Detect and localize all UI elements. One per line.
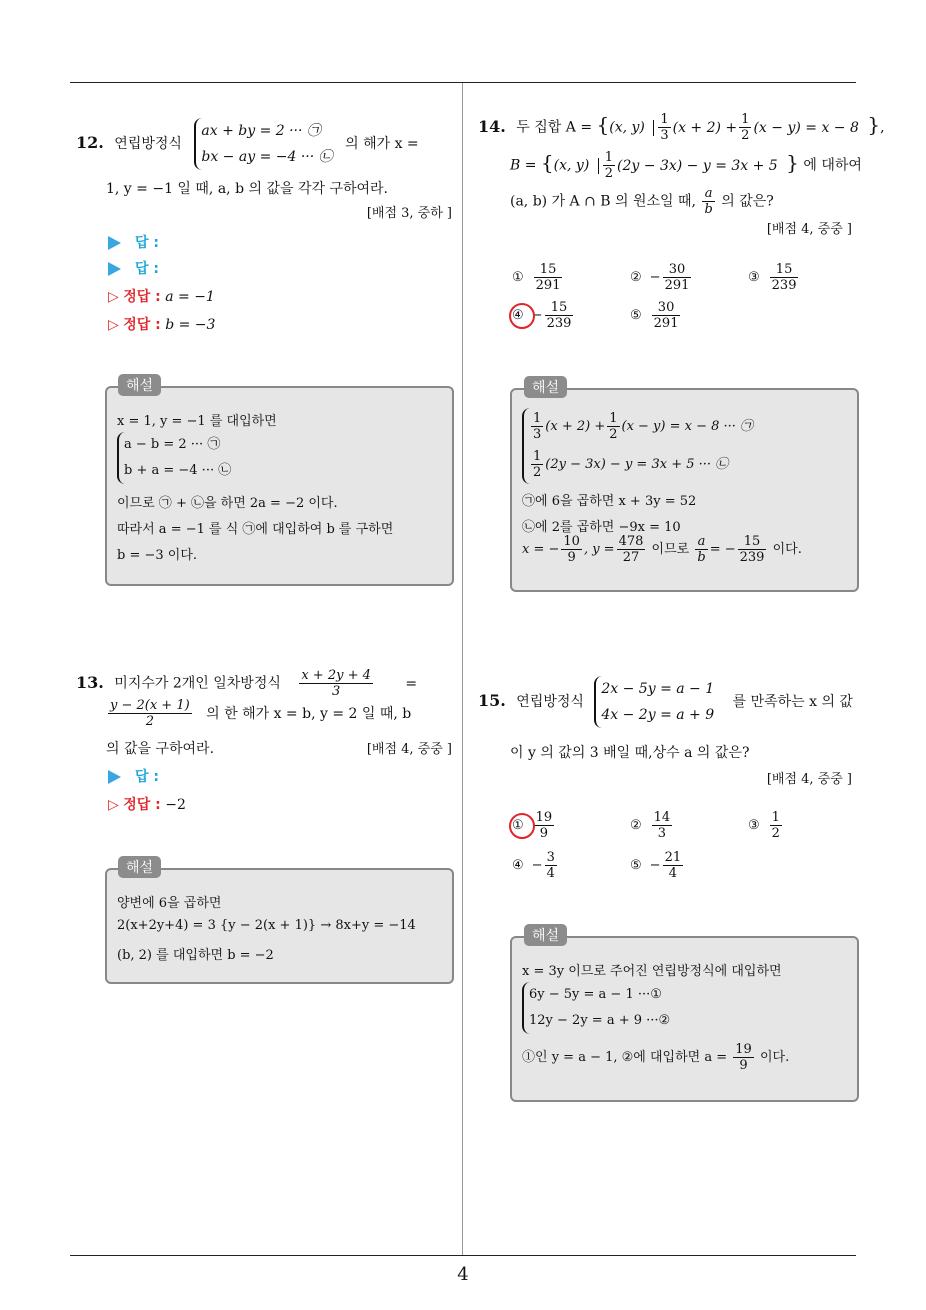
q14-number: 14. — [478, 116, 506, 136]
q14-sol5-f1-den: 9 — [567, 550, 576, 565]
choice-sign: − — [531, 858, 543, 873]
q13-frac2-num: y − 2(x + 1) — [110, 698, 190, 713]
q14-line3-a: (a, b) 가 A ∩ B 의 원소일 때, — [510, 193, 697, 210]
play-icon — [108, 770, 121, 784]
choice-numerator: 15 — [770, 262, 799, 278]
q14-sol-e1-mid: (x + 2) + — [545, 419, 606, 434]
choice-fraction — [534, 810, 555, 841]
q14-frac-a1-den: 3 — [660, 128, 669, 143]
choice-sign: − — [531, 308, 543, 323]
q14-sol-e1-f1 — [531, 411, 543, 442]
q12-sol-4: 따라서 a = −1 를 식 ㉠에 대입하여 b 를 구하면 — [117, 522, 394, 537]
q13-number: 13. — [76, 672, 104, 692]
q12-answer-1 — [108, 232, 159, 252]
choice-fraction — [545, 300, 574, 331]
q13-correct-value: −2 — [165, 797, 186, 813]
q13-correct — [108, 794, 186, 814]
q14-sol-eq1 — [529, 408, 753, 446]
q14-line3 — [510, 186, 774, 217]
q14-line1-text: 두 집합 A = — [516, 119, 593, 136]
q13-solution-tag: 해설 — [118, 856, 161, 878]
q14-frac-a1-num: 1 — [660, 112, 669, 127]
q15-sol-eq2: 12y − 2y = a + 9 ···② — [529, 1013, 671, 1028]
q14-choice-1[interactable] — [512, 262, 564, 293]
q13-answer-label: 답 : — [135, 769, 159, 785]
play-icon — [108, 262, 121, 276]
q14-set-a-var: (x, y) — [609, 119, 645, 136]
q14-choice-2[interactable] — [630, 262, 693, 293]
q13-solution-box — [105, 868, 454, 984]
top-rule — [70, 82, 856, 83]
q14-sol-e1-f2-num: 1 — [609, 411, 618, 426]
q12-correct-label-2: 정답 : — [123, 317, 161, 333]
choice-numerator: 3 — [546, 850, 555, 865]
q12-sol-3: 이므로 ㉠ + ㉡을 하면 2a = −2 이다. — [117, 496, 338, 511]
q15-solution-box — [510, 936, 859, 1102]
choice-mark: ③ — [748, 818, 760, 833]
q14-sol5-f3-num: a — [695, 534, 707, 550]
q13-frac1-num: x + 2y + 4 — [301, 668, 371, 683]
q14-frac-b-num: 1 — [604, 150, 614, 165]
q13-text-b: 의 한 해가 x = b, y = 2 일 때, b — [206, 705, 412, 722]
choice-denominator: 239 — [771, 278, 797, 293]
q12-answer-2 — [108, 258, 159, 278]
q15-line1 — [478, 676, 853, 728]
q14-sol-e2-rest: (2y − 3x) − y = 3x + 5 ··· ㉡ — [545, 457, 729, 472]
bottom-rule — [70, 1255, 856, 1256]
q15-choice-3[interactable] — [748, 810, 784, 841]
q15-number: 15. — [478, 691, 506, 710]
q12-line1 — [76, 118, 419, 170]
column-divider — [462, 83, 463, 1255]
q14-sol5-f1 — [561, 534, 582, 565]
q15-sol3-num: 19 — [735, 1042, 752, 1057]
q14-choice-5[interactable] — [630, 300, 682, 331]
choice-numerator: 14 — [653, 810, 671, 825]
choice-mark: ⑤ — [630, 858, 642, 873]
choice-fraction — [545, 850, 557, 881]
choice-numerator: 19 — [535, 810, 553, 825]
triangle-outline-icon: ▷ — [108, 289, 119, 305]
left-brace: { — [540, 150, 554, 175]
q12-answer-label-1: 답 : — [135, 235, 159, 251]
choice-denominator: 3 — [657, 826, 667, 841]
q14-frac-ab-num: a — [702, 186, 714, 202]
q15-score: [배점 4, 중중 ] — [766, 772, 852, 787]
q14-mid-a2: (x − y) = x − 8 — [753, 119, 859, 136]
q14-sol5-b: , y = — [583, 542, 615, 557]
q15-text-b: 를 만족하는 x 의 값 — [732, 694, 853, 710]
q13-frac2-den: 2 — [145, 714, 154, 729]
choice-denominator: 291 — [664, 278, 690, 293]
q14-sol5-f3-den: b — [697, 550, 706, 565]
q14-frac-ab — [702, 186, 714, 217]
q13-sol-2: 2(x+2y+4) = 3 {y − 2(x + 1)} → 8x+y = −14 — [117, 918, 416, 933]
q14-sol5-f3 — [695, 534, 707, 565]
q14-score: [배점 4, 중중 ] — [766, 222, 852, 237]
q13-frac-2 — [108, 698, 192, 729]
choice-fraction — [663, 850, 684, 881]
q15-text-c: 이 y 의 값의 3 배일 때,상수 a 의 값은? — [510, 745, 750, 761]
q12-correct-2 — [108, 314, 215, 334]
q13-text-a: 미지수가 2개인 일차방정식 — [114, 675, 281, 692]
q14-solution-tag: 해설 — [524, 376, 567, 398]
choice-fraction — [770, 262, 799, 293]
choice-denominator: 2 — [771, 826, 780, 841]
q12-score: [배점 3, 중하 ] — [366, 206, 452, 221]
q14-line2-text: B = — [510, 157, 537, 174]
q12-sol-brace — [117, 432, 231, 484]
triangle-outline-icon: ▷ — [108, 317, 119, 333]
q13-eq-sign: = — [405, 675, 418, 692]
q13-frac1-den: 3 — [331, 684, 341, 699]
left-brace: { — [596, 112, 610, 137]
q12-text-b: 의 해가 x = — [345, 136, 419, 152]
q14-line2-b: 에 대하여 — [803, 157, 862, 174]
q14-frac-b — [603, 150, 615, 181]
q15-solution-tag: 해설 — [524, 924, 567, 946]
choice-numerator: 30 — [663, 262, 692, 278]
q14-sol-e2-f — [531, 449, 543, 480]
q14-sol-e1-f2 — [607, 411, 619, 442]
q15-sol-eq1: 6y − 5y = a − 1 ···① — [529, 987, 662, 1002]
q14-line1: 14. 두 집합 A = {(x, y) $\frac{1}{3}$ (x + 2) + $\frac{1}{2}$ (x − y) = x − 8 }, — [478, 112, 885, 143]
q15-sol-system — [522, 982, 670, 1034]
choice-numerator: 15 — [534, 262, 563, 278]
q14-sol5-f2-num: 478 — [618, 534, 644, 549]
q12-eq2: bx − ay = −4 ··· ㉡ — [201, 149, 333, 165]
q13-line2 — [106, 698, 411, 729]
q14-mid-b: (2y − 3x) − y = 3x + 5 — [617, 157, 778, 174]
right-brace: } — [867, 112, 881, 137]
q12-sol-eq1: a − b = 2 ··· ㉠ — [124, 437, 221, 452]
q14-frac-a2 — [739, 112, 751, 143]
choice-fraction — [663, 262, 692, 293]
q14-mid-a1: (x + 2) + — [672, 119, 738, 136]
q14-sol5-a: x = − — [522, 542, 560, 557]
q14-line3-b: 의 값은? — [721, 193, 774, 210]
q14-set-b-var: (x, y) — [553, 157, 590, 174]
choice-sign: − — [649, 270, 661, 285]
q14-solution-box — [510, 388, 859, 592]
choice-numerator: 1 — [771, 810, 780, 825]
q12-solution-tag: 해설 — [118, 374, 161, 396]
choice-fraction — [770, 810, 782, 841]
choice-numerator: 21 — [664, 850, 682, 865]
choice-fraction — [652, 300, 681, 331]
q12-text-a: 연립방정식 — [114, 136, 182, 152]
q14-sol5-f4-den: 239 — [739, 550, 765, 565]
q13-line1 — [76, 668, 417, 699]
q12-sol-eq2: b + a = −4 ··· ㉡ — [124, 463, 232, 478]
q13-sol-1: 양변에 6을 곱하면 — [117, 896, 222, 911]
choice-denominator: 291 — [653, 316, 679, 331]
choice-mark: ④ — [512, 308, 524, 323]
q12-number: 12. — [76, 133, 104, 152]
page-number: 4 — [457, 1264, 469, 1285]
q15-sol-3 — [522, 1042, 789, 1073]
q14-sol5-f1-num: 10 — [563, 534, 580, 549]
q14-sol-e2-f-den: 2 — [533, 465, 542, 480]
q14-sol5-f2-den: 27 — [622, 550, 640, 565]
set-bar — [598, 150, 782, 181]
q14-sol-3: ㉠에 6을 곱하면 x + 3y = 52 — [522, 494, 697, 509]
q14-sol-e1-f2-den: 2 — [609, 427, 618, 442]
q14-frac-a2-den: 2 — [741, 128, 750, 143]
q12-correct-label-1: 정답 : — [123, 289, 161, 305]
choice-mark: ① — [512, 818, 524, 833]
q12-correct-value-1: a = −1 — [165, 289, 215, 305]
q15-sol-brace — [522, 982, 670, 1034]
choice-mark: ② — [630, 270, 642, 285]
q14-frac-a1 — [658, 112, 670, 143]
q14-sol-brace — [522, 408, 753, 484]
q14-sol5-c: 이므로 — [651, 542, 690, 557]
choice-sign: − — [649, 858, 661, 873]
q12-solution-box — [105, 386, 454, 586]
q14-sol-eq2 — [529, 446, 753, 484]
q14-sol-e1-rest: (x − y) = x − 8 ··· ㉠ — [621, 419, 754, 434]
q15-selected-circle — [509, 813, 535, 839]
choice-mark: ③ — [748, 270, 760, 285]
q14-sol5-f4-num: 15 — [738, 534, 767, 550]
q13-sol-3: (b, 2) 를 대입하면 b = −2 — [117, 948, 274, 963]
q12-answer-label-2: 답 : — [135, 261, 159, 277]
q14-sol-system — [522, 408, 753, 484]
choice-mark: ② — [630, 818, 642, 833]
choice-mark: ① — [512, 270, 524, 285]
choice-fraction — [534, 262, 563, 293]
q14-sol5-e: 이다. — [772, 542, 802, 557]
q12-correct-1 — [108, 286, 215, 306]
q15-eq2: 4x − 2y = a + 9 — [601, 707, 715, 723]
triangle-outline-icon: ▷ — [108, 797, 119, 813]
q15-sol3-den: 9 — [739, 1058, 748, 1073]
q15-system — [594, 676, 714, 728]
q12-correct-value-2: b = −3 — [165, 317, 216, 333]
q14-sol5-f4 — [738, 534, 767, 565]
q14-sol-e1-f1-num: 1 — [533, 411, 542, 426]
q15-choice-2[interactable] — [630, 810, 674, 841]
choice-fraction — [652, 810, 673, 841]
q13-frac-1 — [299, 668, 373, 699]
q14-frac-a2-num: 1 — [741, 112, 750, 127]
q14-sol-4: ㉡에 2를 곱하면 −9x = 10 — [522, 520, 681, 535]
q13-score: [배점 4, 중중 ] — [366, 742, 452, 757]
q13-correct-label: 정답 : — [123, 797, 161, 813]
q14-frac-b-den: 2 — [604, 166, 614, 181]
choice-denominator: 4 — [546, 866, 555, 881]
q15-sol3-a: ①인 y = a − 1, ②에 대입하면 a = — [522, 1050, 728, 1065]
q14-sol5-d: = − — [709, 542, 736, 557]
q15-eq1: 2x − 5y = a − 1 — [601, 681, 715, 697]
q14-sol-e2-f-num: 1 — [533, 449, 542, 464]
choice-numerator: 30 — [652, 300, 681, 316]
q12-sol-5: b = −3 이다. — [117, 548, 198, 563]
choice-mark: ⑤ — [630, 308, 642, 323]
q12-sol-1: x = 1, y = −1 를 대입하면 — [117, 414, 277, 429]
q12-sol-system — [117, 432, 231, 484]
q15-sol-1: x = 3y 이므로 주어진 연립방정식에 대입하면 — [522, 964, 782, 979]
q14-selected-circle — [509, 303, 535, 329]
choice-denominator: 9 — [539, 826, 549, 841]
q14-sol5-f2 — [617, 534, 646, 565]
q14-choice-3[interactable] — [748, 262, 800, 293]
q15-choice-5[interactable] — [630, 850, 685, 881]
play-icon — [108, 236, 121, 250]
choice-denominator: 291 — [535, 278, 561, 293]
q13-text-c: 의 값을 구하여라. — [106, 741, 215, 757]
q15-text-a: 연립방정식 — [516, 694, 584, 710]
q14-frac-ab-den: b — [704, 202, 713, 217]
q14-sol-e1-f1-den: 3 — [533, 427, 542, 442]
q15-sol3-b: 이다. — [759, 1050, 790, 1065]
q13-answer — [108, 766, 159, 786]
q15-choice-4[interactable] — [512, 850, 559, 881]
q14-line2 — [510, 150, 862, 181]
choice-numerator: 15 — [545, 300, 574, 316]
q12-text-c: 1, y = −1 일 때, a, b 의 값을 각각 구하여라. — [106, 181, 389, 197]
q15-sol3-frac — [733, 1042, 754, 1073]
q12-system — [194, 118, 332, 170]
choice-mark: ④ — [512, 858, 524, 873]
choice-denominator: 239 — [546, 316, 572, 331]
q12-eq1: ax + by = 2 ··· ㉠ — [201, 123, 321, 139]
right-brace: } — [786, 150, 799, 175]
choice-denominator: 4 — [668, 866, 677, 881]
q14-sol-5 — [522, 534, 802, 565]
